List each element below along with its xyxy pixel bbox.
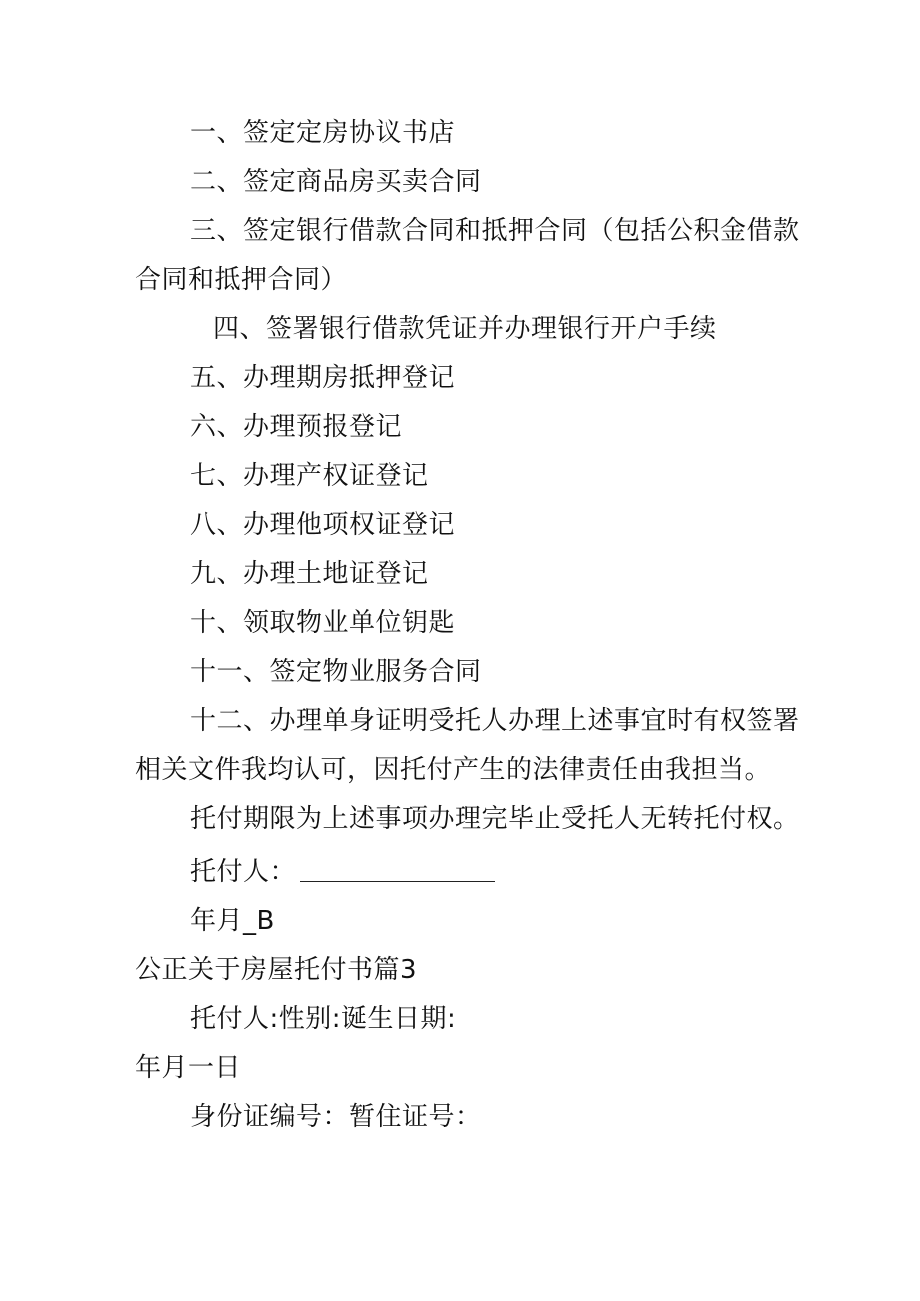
item-8: 八、办理他项权证登记: [190, 510, 456, 540]
id-info: 身份证编号：暂住证号：: [190, 1102, 482, 1132]
item-3-continued: 合同和抵押合同）: [135, 265, 348, 295]
item-6: 六、办理预报登记: [190, 412, 403, 442]
item-2: 二、签定商品房买卖合同: [190, 167, 482, 197]
signature-blank[interactable]: [300, 855, 495, 882]
item-1: 一、签定定房协议书店: [190, 118, 456, 148]
item-9: 九、办理土地证登记: [190, 559, 429, 589]
section-heading: 公正关于房屋托付书篇3: [135, 955, 418, 985]
item-12: 十二、办理单身证明受托人办理上述事宜时有权签署: [190, 706, 800, 736]
principal-signature-line: [190, 855, 495, 889]
item-10: 十、领取物业单位钥匙: [190, 608, 456, 638]
item-5: 五、办理期房抵押登记: [190, 363, 456, 393]
item-7: 七、办理产权证登记: [190, 461, 429, 491]
birth-date: 年月一日: [135, 1053, 242, 1083]
item-11: 十一、签定物业服务合同: [190, 657, 482, 687]
item-3: 三、签定银行借款合同和抵押合同（包括公积金借款: [190, 216, 800, 246]
principal-label: 托付人：: [190, 857, 297, 887]
term-statement: 托付期限为上述事项办理完毕止受托人无转托付权。: [190, 804, 800, 834]
principal-info: 托付人:性别:诞生日期:: [190, 1004, 457, 1034]
date-line: 年月_B: [190, 906, 275, 936]
item-12-continued: 相关文件我均认可，因托付产生的法律责任由我担当。: [135, 755, 772, 785]
item-4: 四、签署银行借款凭证并办理银行开户手续: [213, 314, 717, 344]
